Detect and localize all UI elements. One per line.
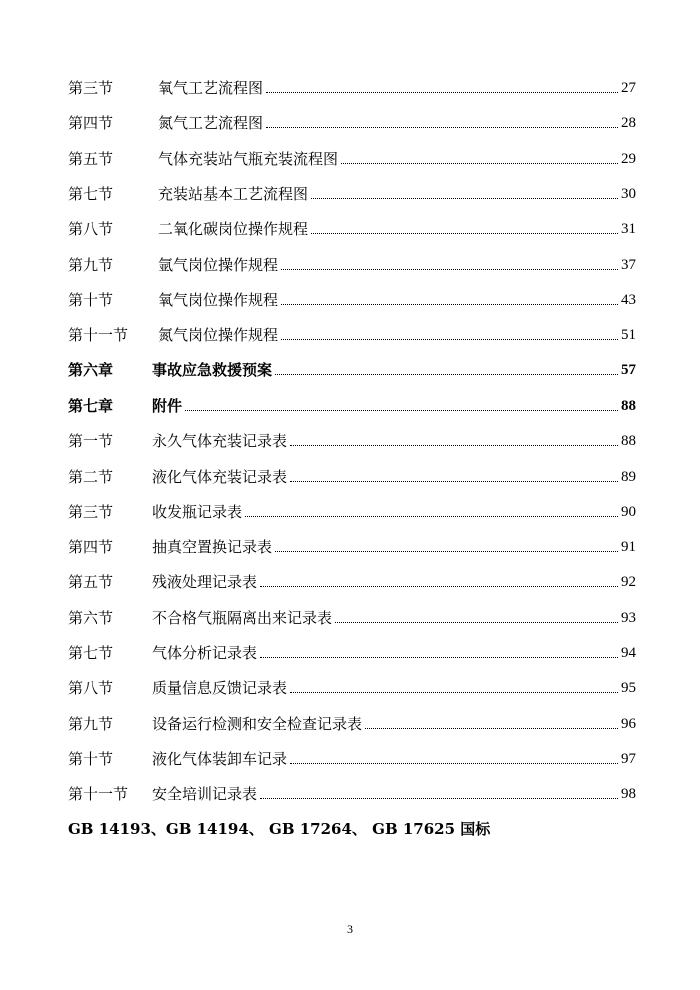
toc-page-number: 43 — [621, 292, 636, 308]
toc-dot-leader — [341, 163, 618, 164]
toc-dot-leader — [275, 551, 618, 552]
toc-entry-11 — [68, 427, 636, 451]
toc-chapter-number: 第六章 — [68, 361, 114, 379]
toc-page-number: 92 — [621, 574, 636, 590]
toc-entry-5 — [68, 215, 636, 239]
toc-page-number: 29 — [621, 151, 636, 167]
toc-section-number: 第四节 — [68, 114, 114, 132]
toc-entry-13 — [68, 498, 636, 522]
toc-section-title: 充装站基本工艺流程图 — [158, 185, 309, 203]
toc-entry-19 — [68, 710, 636, 734]
toc-section-number: 第八节 — [68, 679, 114, 697]
toc-dot-leader — [275, 374, 618, 375]
toc-page-number: 30 — [621, 186, 636, 202]
toc-entry-4 — [68, 180, 636, 204]
toc-section-title: 氮气工艺流程图 — [158, 114, 264, 132]
toc-section-number: 第九节 — [68, 256, 114, 274]
toc-dot-leader — [290, 481, 618, 482]
toc-section-number: 第三节 — [68, 79, 114, 97]
toc-section-title: 气体充装站气瓶充装流程图 — [158, 150, 339, 168]
toc-dot-leader — [245, 516, 618, 517]
toc-dot-leader — [365, 728, 618, 729]
toc-page-number: 95 — [621, 680, 636, 696]
toc-page-number: 88 — [621, 433, 636, 449]
toc-page-number: 96 — [621, 716, 636, 732]
toc-section-number: 第二节 — [68, 468, 114, 486]
toc-dot-leader — [185, 410, 618, 411]
toc-entry-2 — [68, 109, 636, 133]
toc-section-number: 第五节 — [68, 150, 114, 168]
page-number: 3 — [347, 922, 353, 936]
toc-section-title: 气体分析记录表 — [152, 644, 258, 662]
toc-entry-17 — [68, 639, 636, 663]
toc-section-title: 二氧化碳岗位操作规程 — [158, 220, 309, 238]
toc-entry-7 — [68, 286, 636, 310]
toc-page-number: 91 — [621, 539, 636, 555]
toc-page-number: 57 — [621, 362, 636, 378]
toc-section-title: 液化气体充装记录表 — [152, 468, 288, 486]
toc-section-number: 第九节 — [68, 715, 114, 733]
toc-dot-leader — [260, 657, 618, 658]
toc-entry-18 — [68, 674, 636, 698]
toc-section-title: 质量信息反馈记录表 — [152, 679, 288, 697]
toc-page-number: 93 — [621, 610, 636, 626]
toc-section-title: 永久气体充装记录表 — [152, 432, 288, 450]
toc-entry-15 — [68, 568, 636, 592]
toc-section-number: 第六节 — [68, 609, 114, 627]
toc-entry-20 — [68, 745, 636, 769]
toc-section-number: 第七节 — [68, 644, 114, 662]
toc-section-number: 第十节 — [68, 291, 114, 309]
toc-page-number: 89 — [621, 469, 636, 485]
toc-section-title: 安全培训记录表 — [152, 785, 258, 803]
toc-page-number: 51 — [621, 327, 636, 343]
toc-dot-leader — [260, 798, 618, 799]
toc-section-title: 设备运行检测和安全检查记录表 — [152, 715, 363, 733]
toc-section-title: 不合格气瓶隔离出来记录表 — [152, 609, 333, 627]
toc-chapter-7 — [68, 392, 636, 416]
standards-line: GB 14193、GB 14194、 GB 17264、 GB 17625 国标 — [68, 820, 491, 838]
toc-section-title: 抽真空置换记录表 — [152, 538, 273, 556]
toc-section-number: 第四节 — [68, 538, 114, 556]
toc-dot-leader — [266, 127, 618, 128]
toc-chapter-number: 第七章 — [68, 397, 114, 415]
toc-chapter-title: 附件 — [152, 397, 183, 415]
toc-section-number: 第七节 — [68, 185, 114, 203]
toc-entry-12 — [68, 463, 636, 487]
toc-entry-3 — [68, 145, 636, 169]
toc-dot-leader — [290, 692, 618, 693]
toc-chapter-6 — [68, 356, 636, 380]
toc-section-title: 氧气岗位操作规程 — [158, 291, 279, 309]
toc-section-number: 第一节 — [68, 432, 114, 450]
toc-entry-21 — [68, 780, 636, 804]
toc-dot-leader — [311, 233, 618, 234]
toc-entry-6 — [68, 251, 636, 275]
toc-section-number: 第十一节 — [68, 785, 129, 803]
toc-page-number: 31 — [621, 221, 636, 237]
toc-dot-leader — [290, 445, 618, 446]
toc-page-number: 27 — [621, 80, 636, 96]
toc-page-number: 98 — [621, 786, 636, 802]
toc-section-title: 残液处理记录表 — [152, 573, 258, 591]
toc-section-number: 第三节 — [68, 503, 114, 521]
toc-section-number: 第十节 — [68, 750, 114, 768]
toc-page-number: 97 — [621, 751, 636, 767]
toc-section-title: 氮气岗位操作规程 — [158, 326, 279, 344]
toc-page-number: 94 — [621, 645, 636, 661]
toc-chapter-title: 事故应急救援预案 — [152, 361, 273, 379]
toc-dot-leader — [311, 198, 618, 199]
toc-entry-14 — [68, 533, 636, 557]
toc-section-title: 氩气岗位操作规程 — [158, 256, 279, 274]
toc-dot-leader — [266, 92, 618, 93]
toc-entry-1 — [68, 74, 636, 98]
toc-section-number: 第五节 — [68, 573, 114, 591]
toc-dot-leader — [335, 622, 618, 623]
toc-dot-leader — [260, 586, 618, 587]
toc-section-number: 第十一节 — [68, 326, 129, 344]
toc-page-number: 88 — [621, 398, 636, 414]
toc-dot-leader — [281, 339, 618, 340]
toc-dot-leader — [281, 269, 618, 270]
toc-dot-leader — [290, 763, 618, 764]
toc-section-title: 液化气体装卸车记录 — [152, 750, 288, 768]
toc-dot-leader — [281, 304, 618, 305]
toc-section-number: 第八节 — [68, 220, 114, 238]
toc-entry-16 — [68, 604, 636, 628]
toc-page-number: 37 — [621, 257, 636, 273]
toc-page-number: 28 — [621, 115, 636, 131]
toc-section-title: 氧气工艺流程图 — [158, 79, 264, 97]
toc-section-title: 收发瓶记录表 — [152, 503, 243, 521]
toc-page-number: 90 — [621, 504, 636, 520]
toc-entry-8 — [68, 321, 636, 345]
